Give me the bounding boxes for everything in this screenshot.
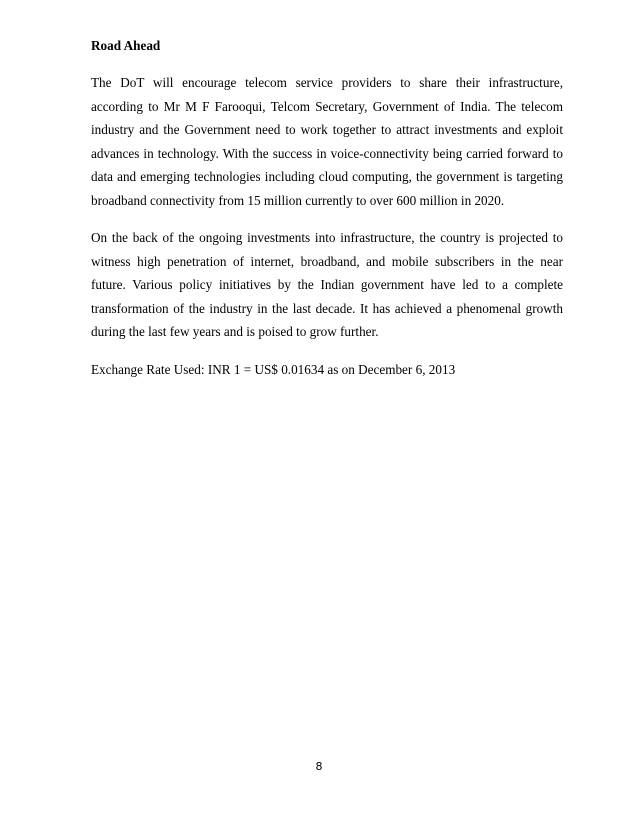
page-number: 8 <box>315 760 323 773</box>
paragraph-exchange-rate: Exchange Rate Used: INR 1 = US$ 0.01634 as on December 6, 2013 <box>91 361 456 377</box>
section-heading: Road Ahead <box>91 38 161 53</box>
paragraph-telecom-infrastructure: The DoT will encourage telecom service providers to share their infrastructure, according to Mr M F Farooqui, Telcom Secretary, Government of India. The telecom industry and the Government need to work together to attract investments and exploit advances in technology. With the success in voice-connectivity being carried forward to data and emerging technologies including cloud computing, the government is targeting broadband connectivity from 15 million currently to over 600 million in 2020. <box>91 75 563 208</box>
page-content <box>91 35 563 395</box>
paragraph-investments-growth: On the back of the ongoing investments into infrastructure, the country is projected to witness high penetration of internet, broadband, and mobile subscribers in the near future. Various policy initiatives by the Indian government have led to a complete transformation of the industry in the last decade. It has achieved a phenomenal growth during the last few years and is poised to grow further. <box>91 230 563 339</box>
